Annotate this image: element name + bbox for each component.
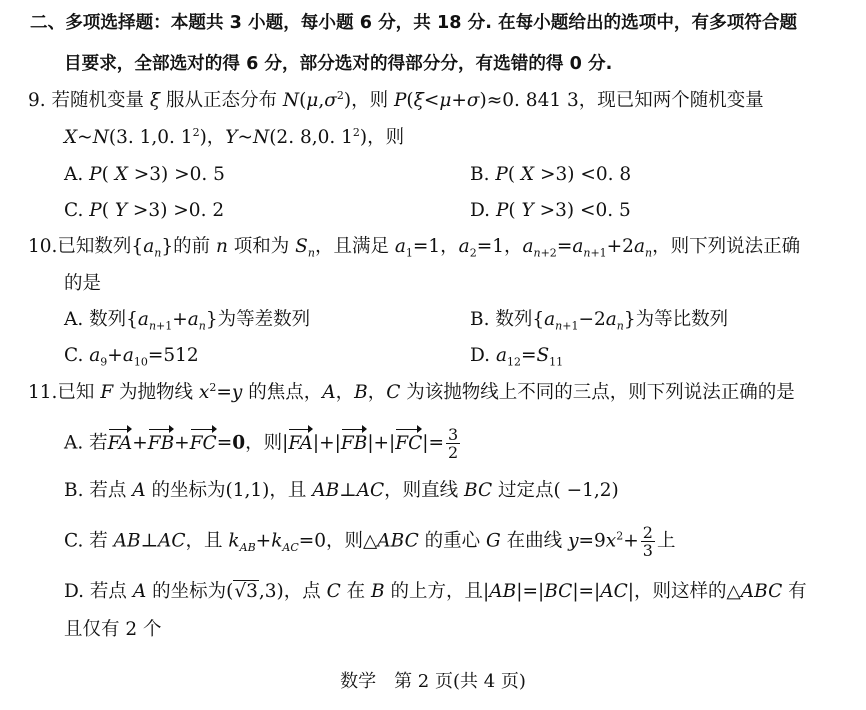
question-9-number: 9. (28, 90, 46, 111)
question-10-option-a: A. 数列$\{a_{n+1}+a_n\}$为等差数列 (64, 309, 311, 333)
question-11-option-b: B. 若点 A 的坐标为(1,1)，且 AB⊥AC，则直线 BC 过定点( −1,2) (64, 480, 619, 501)
question-11-option-d-line-2: 且仅有 2 个 (64, 619, 162, 640)
fraction-three-halves: $\frac{3}{2}$ (448, 425, 459, 462)
question-11-option-d-line-1: D. 若点 A 的坐标为(√3,3)，点 C 在 B 的上方，且|AB|=|BC|=|AC|，则这样的△ABC 有 (64, 581, 807, 602)
sqrt-three: √3 (234, 581, 258, 602)
section-header-line-1: 二、多项选择题：本题共 3 小题，每小题 6 分，共 18 分. 在每小题给出的选项中，有多项符合题 (30, 13, 798, 33)
question-10-option-b: B. 数列$\{a_{n+1}-2a_n\}$为等比数列 (470, 309, 729, 333)
question-9-option-d: D. P( Y >3) <0. 5 (470, 200, 631, 221)
vector-fb: FB (148, 431, 174, 457)
question-9-option-a: A. P( X >3) >0. 5 (64, 164, 225, 185)
question-10-stem-line-2: 的是 (64, 273, 102, 294)
question-10-option-d: D. $a_{12}=S_{11}$ (470, 345, 564, 369)
vector-fc: FC (190, 431, 217, 457)
question-9-option-b: B. P( X >3) <0. 8 (470, 164, 632, 185)
question-10-number: 10. (28, 236, 58, 257)
question-9-option-c: C. P( Y >3) >0. 2 (64, 200, 225, 221)
question-11-option-a: A. 若FA+FB+FC=0，则|FA|+|FB|+|FC|= $\frac{3}{2}$ (64, 425, 459, 462)
question-11-option-c: C. 若 AB⊥AC，且 $k_{AB}+k_{AC}=0$，则△ABC 的重心 G 在曲线 $y=9x^2+$ $\frac{2}{3}$ 上 (64, 523, 676, 560)
question-11-stem: 11.已知 F 为抛物线 $x^2=y$ 的焦点，A，B，C 为该抛物线上不同的三点，则下列说法正确的是 (28, 380, 795, 403)
question-10-option-c: C. $a_9+a_{10}=512$ (64, 345, 199, 369)
fraction-two-thirds: $\frac{2}{3}$ (642, 523, 653, 560)
page-footer: 数学 第 2 页(共 4 页) (340, 671, 526, 692)
question-10-stem-line-1: 10.已知数列$\{a_n\}$的前 n 项和为 $S_n$，且满足 $a_1=1$，$a_2=1$，$a_{n+2}=a_{n+1}+2a_n$，则下列说法正确 (28, 236, 801, 260)
question-9-stem-line-2: X~N(3. 1,0. $1^2$)，Y~N(2. 8,0. $1^2$)，则 (64, 125, 405, 148)
section-header-line-2: 目要求，全部选对的得 6 分，部分选对的得部分分，有选错的得 0 分. (64, 54, 613, 74)
question-11-number: 11. (28, 382, 58, 403)
question-9-stem-line-1: 9. 若随机变量 ξ 服从正态分布 $N(\mu,\sigma^2)$，则 P(ξ<μ+σ)≈0. 841 3，现已知两个随机变量 (28, 88, 764, 111)
vector-fa: FA (108, 431, 133, 457)
